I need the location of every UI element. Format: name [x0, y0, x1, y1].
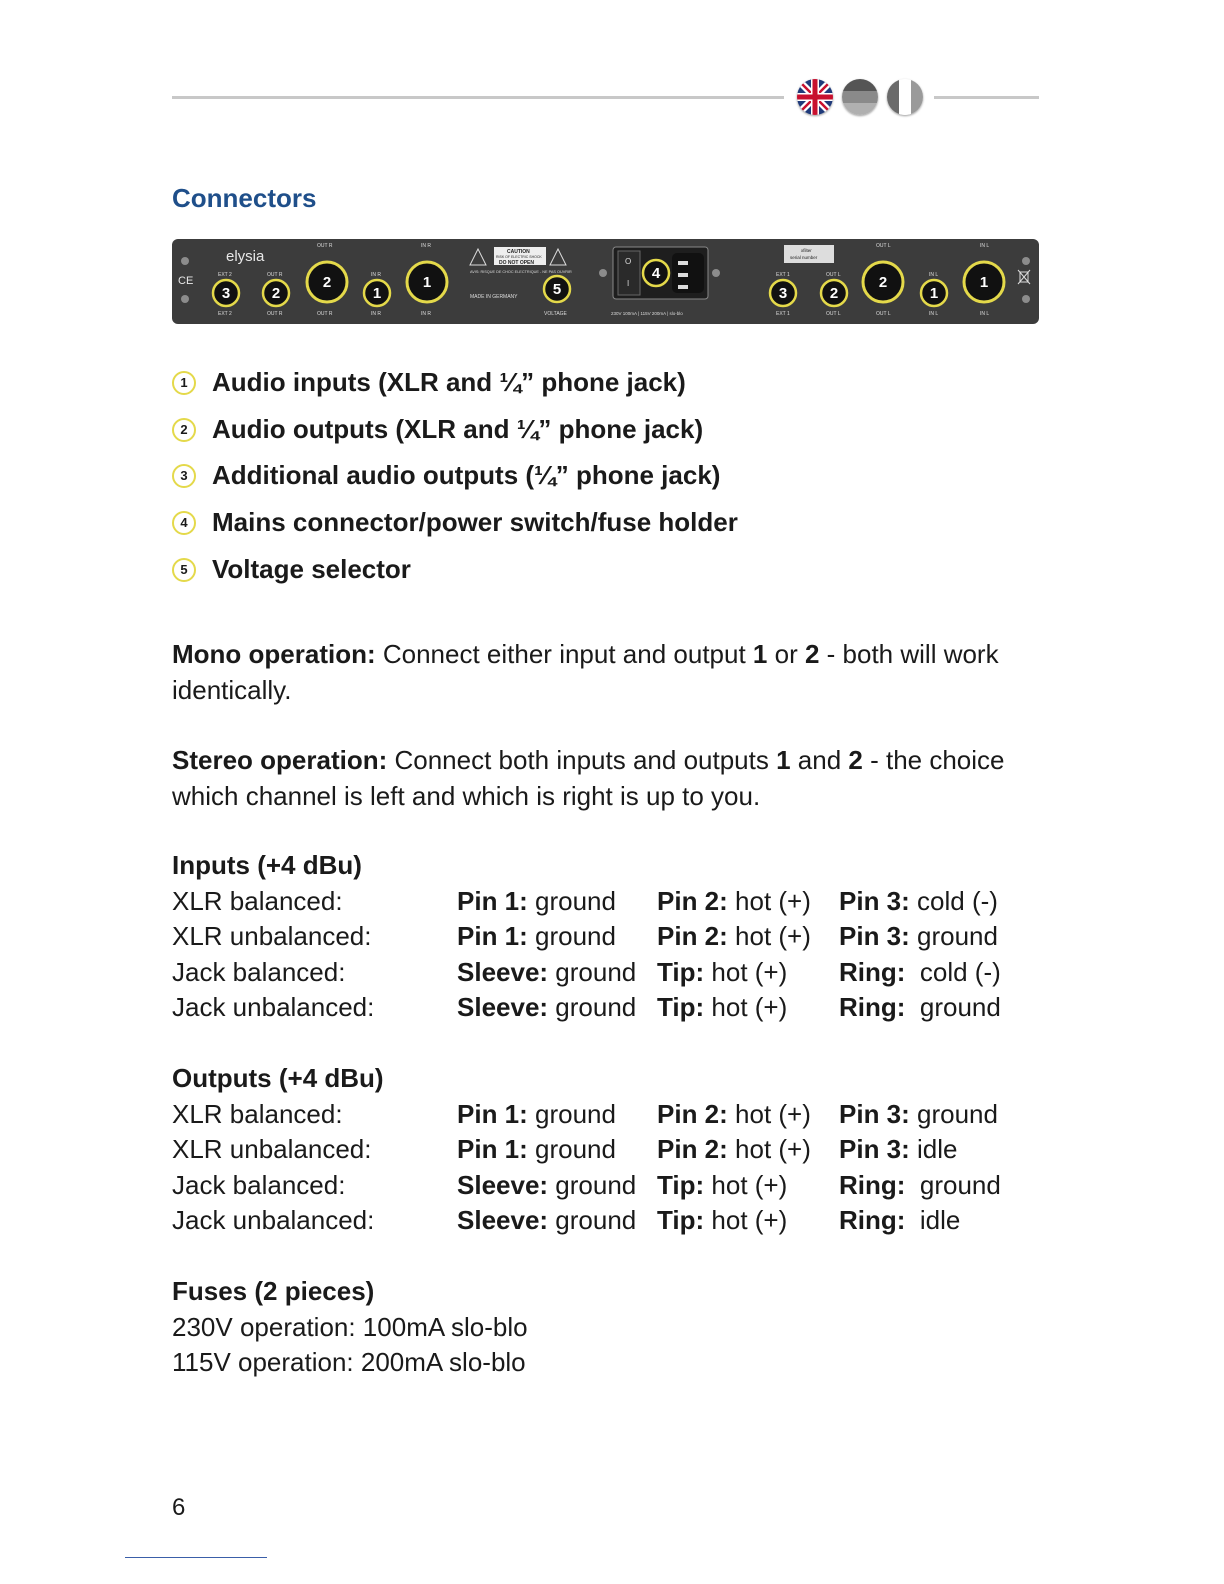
callout-2: 2 — [878, 274, 888, 291]
fuse-line: 230V operation: 100mA slo-blo — [172, 1312, 528, 1342]
inputs-heading: Inputs (+4 dBu) — [172, 850, 362, 880]
svg-text:OUT R: OUT R — [317, 311, 333, 317]
callout-2: 2 — [829, 285, 839, 302]
callout-4: 4 — [651, 265, 661, 282]
weee-bin-icon — [1018, 270, 1030, 284]
callout-1: 1 — [979, 274, 989, 291]
svg-text:OUT L: OUT L — [876, 311, 891, 317]
svg-text:IN R: IN R — [421, 243, 431, 249]
german-flag-icon[interactable] — [842, 79, 878, 115]
page-title: Connectors — [172, 183, 317, 213]
legend-item — [172, 554, 411, 585]
legend-text: Voltage selector — [212, 554, 411, 584]
legend-number: 2 — [172, 418, 196, 442]
stereo-operation-paragraph: Stereo operation: Connect both inputs and outputs 1 and 2 - the choice which channel is left and which is right is up to you. — [172, 745, 1005, 811]
callout-5: 5 — [552, 281, 562, 298]
page-number: 6 — [172, 1494, 186, 1521]
header-rule-right — [934, 96, 1039, 99]
svg-text:AVIS: RISQUE DE CHOC ELECTRIQU: AVIS: RISQUE DE CHOC ELECTRIQUE - NE PAS OUVRIR — [470, 270, 572, 274]
svg-text:OUT R: OUT R — [267, 311, 283, 317]
mono-operation-paragraph: Mono operation: Connect either input and output 1 or 2 - both will work identically. — [172, 639, 999, 705]
ce-mark: CE — [178, 275, 194, 287]
svg-text:EXT 2: EXT 2 — [218, 272, 232, 278]
svg-text:MADE IN GERMANY: MADE IN GERMANY — [470, 294, 518, 300]
svg-text:IN L: IN L — [929, 272, 939, 278]
svg-text:serial number: serial number — [790, 255, 818, 260]
legend-item — [172, 460, 720, 491]
svg-text:OUT L: OUT L — [876, 243, 891, 249]
svg-text:xfilter: xfilter — [801, 248, 812, 253]
svg-text:EXT 1: EXT 1 — [776, 272, 790, 278]
footer-link-underline — [125, 1557, 267, 1558]
svg-text:OUT L: OUT L — [826, 311, 841, 317]
legend-text: Additional audio outputs (¼” phone jack) — [212, 460, 721, 490]
svg-text:OUT R: OUT R — [267, 272, 283, 278]
callout-3: 3 — [221, 285, 231, 302]
callout-3: 3 — [778, 285, 788, 302]
legend-text: Audio outputs (XLR and ¼” phone jack) — [212, 414, 704, 444]
legend-item — [172, 507, 738, 538]
svg-text:230V 100mA | 115V 200mA | slo-: 230V 100mA | 115V 200mA | slo-blo — [611, 311, 683, 316]
legend-number: 4 — [172, 511, 196, 535]
legend-number: 3 — [172, 464, 196, 488]
fuse-line: 115V operation: 200mA slo-blo — [172, 1347, 526, 1377]
rear-panel-diagram — [172, 239, 1039, 324]
svg-text:OUT R: OUT R — [317, 243, 333, 249]
svg-text:O: O — [625, 257, 632, 266]
callout-1: 1 — [929, 285, 939, 302]
svg-text:IN R: IN R — [371, 311, 381, 317]
svg-text:IN R: IN R — [421, 311, 431, 317]
svg-text:EXT 2: EXT 2 — [218, 311, 232, 317]
svg-text:RISK OF ELECTRIC SHOCK: RISK OF ELECTRIC SHOCK — [496, 255, 542, 259]
svg-text:OUT L: OUT L — [826, 272, 841, 278]
header-rule-left — [172, 96, 784, 99]
svg-text:IN L: IN L — [980, 311, 990, 317]
legend-text: Mains connector/power switch/fuse holder — [212, 507, 738, 537]
uk-flag-icon[interactable] — [797, 79, 833, 115]
svg-text:VOLTAGE: VOLTAGE — [544, 311, 567, 317]
svg-text:I: I — [627, 279, 630, 288]
callout-2: 2 — [271, 285, 281, 302]
svg-text:CAUTION: CAUTION — [507, 249, 530, 255]
svg-text:IN R: IN R — [371, 272, 381, 278]
legend-text: Audio inputs (XLR and ¼” phone jack) — [212, 367, 686, 397]
outputs-heading: Outputs (+4 dBu) — [172, 1063, 384, 1093]
legend-number: 1 — [172, 371, 196, 395]
brand-logo: elysia — [226, 248, 265, 265]
french-flag-icon[interactable] — [887, 79, 923, 115]
svg-text:IN L: IN L — [929, 311, 939, 317]
svg-text:DO NOT OPEN: DO NOT OPEN — [499, 260, 535, 266]
fuses-heading: Fuses (2 pieces) — [172, 1276, 375, 1306]
callout-1: 1 — [372, 285, 382, 302]
svg-text:IN L: IN L — [980, 243, 990, 249]
callout-1: 1 — [422, 274, 432, 291]
callout-2: 2 — [322, 274, 332, 291]
legend-number: 5 — [172, 558, 196, 582]
legend-item — [172, 367, 686, 398]
svg-text:EXT 1: EXT 1 — [776, 311, 790, 317]
legend-item — [172, 414, 703, 445]
